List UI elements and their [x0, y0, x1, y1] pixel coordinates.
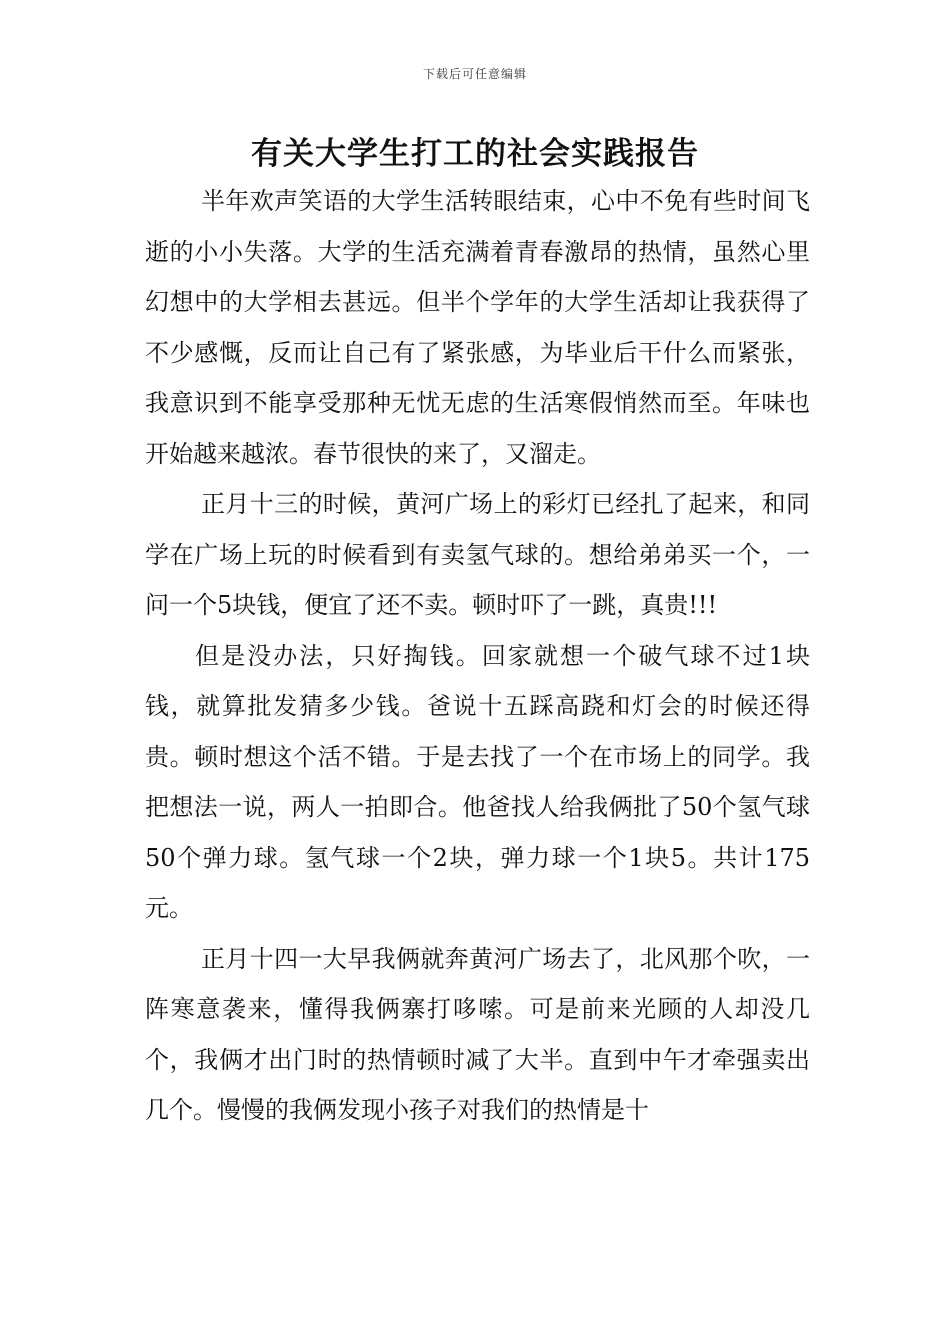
paragraph-4: 正月十四一大早我俩就奔黄河广场去了，北风那个吹，一阵寒意袭来，懂得我俩寨打哆嗦。可是前来光顾的人却没几个，我俩才出门时的热情顿时减了大半。直到中午才牵强卖出几个。慢慢的我俩发现小孩子对我们的热情是十	[145, 944, 810, 1124]
paragraph-2: 正月十三的时候，黄河广场上的彩灯已经扎了起来，和同学在广场上玩的时候看到有卖氢气球的。想给弟弟买一个，一问一个5块钱，便宜了还不卖。顿时吓了一跳，真贵!!!	[145, 490, 810, 619]
paragraph-3: 但是没办法，只好掏钱。回家就想一个破气球不过1块钱，就算批发猜多少钱。爸说十五踩高跷和灯会的时候还得贵。顿时想这个活不错。于是去找了一个在市场上的同学。我把想法一说，两人一拍即合。他爸找人给我俩批了50个氢气球50个弹力球。氢气球一个2块，弹力球一个1块5。共计175元。	[145, 641, 810, 922]
document-title: 有关大学生打工的社会实践报告	[251, 136, 699, 172]
header-note: 下载后可任意编辑	[422, 67, 527, 81]
document-body	[145, 176, 810, 1136]
paragraph-1: 半年欢声笑语的大学生活转眼结束，心中不免有些时间飞逝的小小失落。大学的生活充满着青春激昂的热情，虽然心里幻想中的大学相去甚远。但半个学年的大学生活却让我获得了不少感慨，反而让自己有了紧张感，为毕业后干什么而紧张，我意识到不能享受那种无忧无虑的生活寒假悄然而至。年味也开始越来越浓。春节很快的来了，又溜走。	[145, 187, 810, 468]
